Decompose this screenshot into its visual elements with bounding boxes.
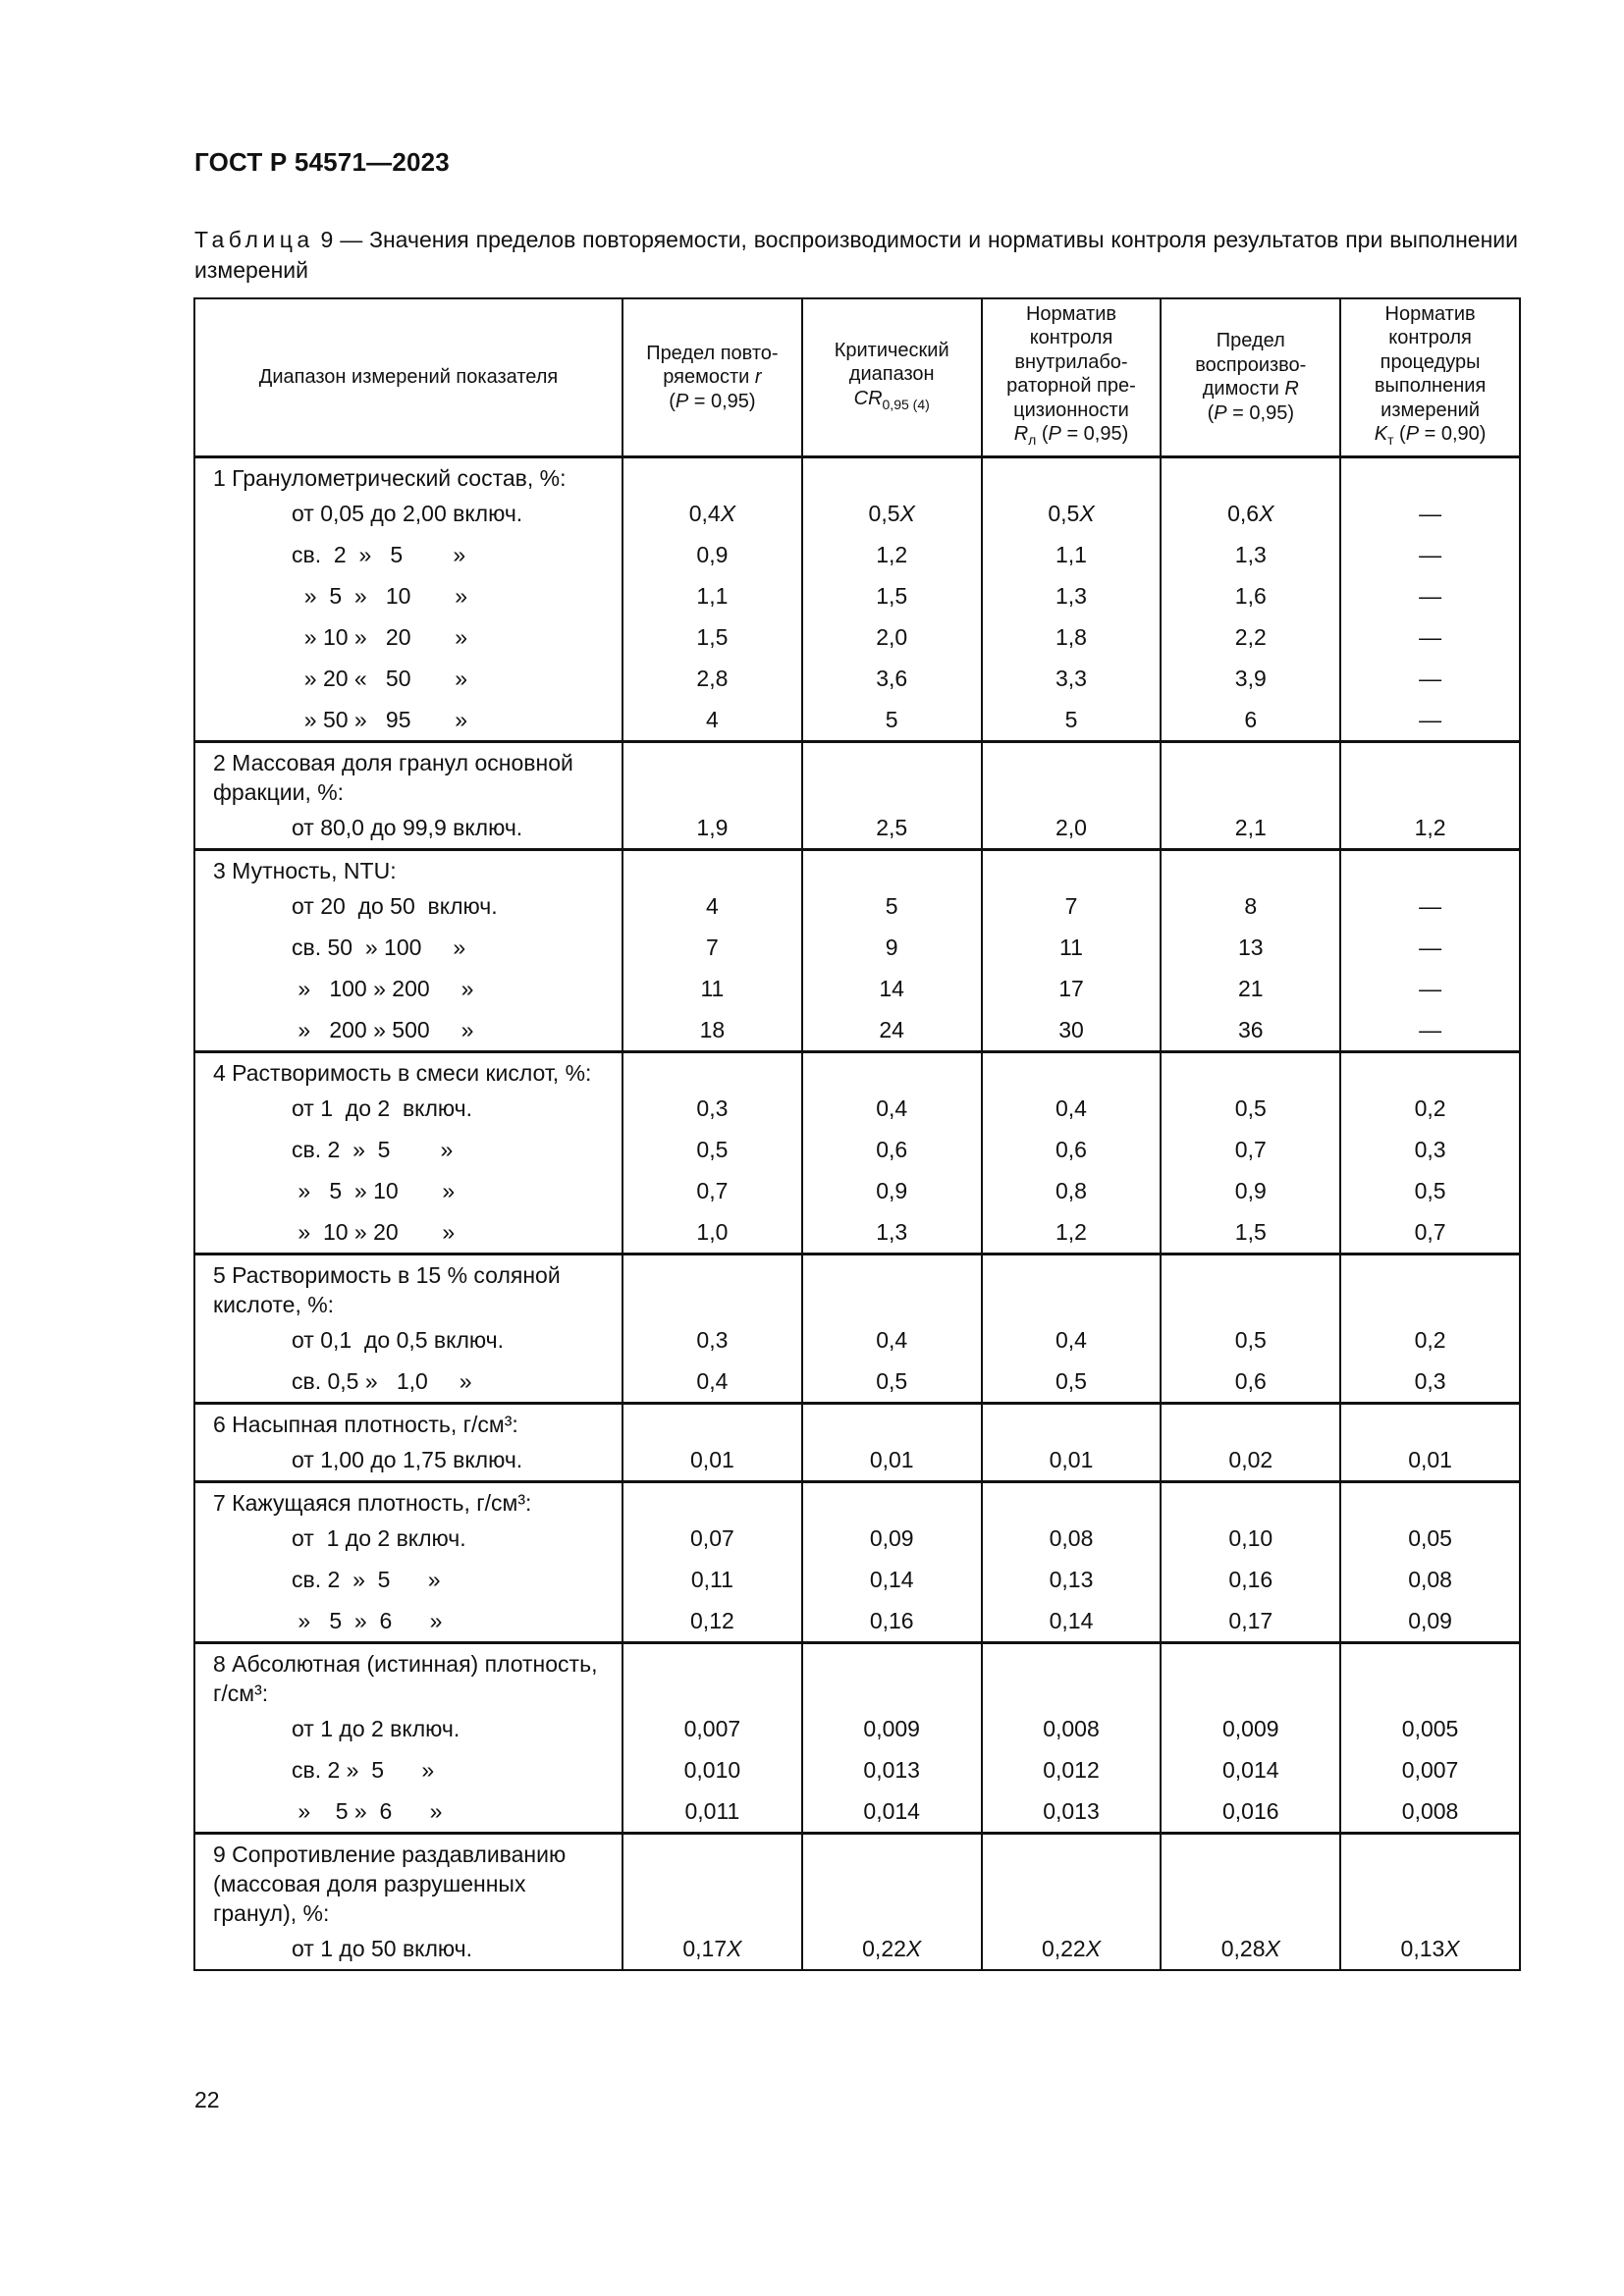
table-row [194, 1600, 1520, 1643]
value-cell: 30 [982, 1009, 1162, 1052]
value-cell: 0,3 [623, 1319, 802, 1361]
empty-cell [1340, 849, 1520, 885]
section-header-row [194, 849, 1520, 885]
range-cell: от 0,05 до 2,00 включ. [194, 493, 623, 534]
section-title: 5 Растворимость в 15 % соляной кислоте, %: [194, 1254, 623, 1319]
empty-cell [1161, 1051, 1340, 1088]
empty-cell [802, 849, 982, 885]
value-cell: 0,08 [1340, 1559, 1520, 1600]
range-cell: св. 2 » 5 » [194, 1129, 623, 1170]
table-row [194, 699, 1520, 742]
table-caption-text: 9 — Значения пределов повторяемости, воспроизводимости и нормативы контроля результатов при выполнении измерений [194, 227, 1518, 283]
table-body [194, 456, 1520, 1970]
empty-cell [982, 1403, 1162, 1439]
value-cell: 1,3 [982, 575, 1162, 616]
value-cell: 0,5X [802, 493, 982, 534]
value-cell: 1,0 [623, 1211, 802, 1255]
empty-cell [1340, 1254, 1520, 1319]
value-cell: 5 [802, 699, 982, 742]
value-cell: 1,1 [623, 575, 802, 616]
empty-cell [1340, 1833, 1520, 1928]
value-cell: 0,4X [623, 493, 802, 534]
range-cell: » 20 « 50 » [194, 658, 623, 699]
section-header-row [194, 1051, 1520, 1088]
value-cell: — [1340, 927, 1520, 968]
table-row [194, 1129, 1520, 1170]
value-cell: 0,014 [1161, 1749, 1340, 1790]
value-cell: 0,5 [802, 1361, 982, 1404]
value-cell: 0,09 [802, 1518, 982, 1559]
value-cell: 0,13X [1340, 1928, 1520, 1970]
value-cell: 18 [623, 1009, 802, 1052]
table-row [194, 1708, 1520, 1749]
empty-cell [1161, 1642, 1340, 1708]
value-cell: 5 [802, 885, 982, 927]
value-cell: 1,5 [1161, 1211, 1340, 1255]
empty-cell [802, 1403, 982, 1439]
table-row [194, 1559, 1520, 1600]
value-cell: 2,8 [623, 658, 802, 699]
value-cell: 0,5 [1161, 1088, 1340, 1129]
value-cell: 0,5 [982, 1361, 1162, 1404]
value-cell: 0,13 [982, 1559, 1162, 1600]
header-critical-range: Критический диапазон $CR_{0,95 (4)}$ [802, 298, 982, 456]
table-row [194, 885, 1520, 927]
value-cell: 0,007 [623, 1708, 802, 1749]
value-cell: 1,5 [623, 616, 802, 658]
value-cell: — [1340, 1009, 1520, 1052]
range-cell: от 1 до 50 включ. [194, 1928, 623, 1970]
range-cell: » 100 » 200 » [194, 968, 623, 1009]
table-row [194, 968, 1520, 1009]
range-cell: от 0,1 до 0,5 включ. [194, 1319, 623, 1361]
section-header-row [194, 1254, 1520, 1319]
value-cell: 0,16 [1161, 1559, 1340, 1600]
value-cell: 0,010 [623, 1749, 802, 1790]
empty-cell [1161, 1833, 1340, 1928]
empty-cell [1340, 1051, 1520, 1088]
value-cell: 0,3 [1340, 1361, 1520, 1404]
table-row [194, 1361, 1520, 1404]
range-cell: » 10 » 20 » [194, 616, 623, 658]
empty-cell [1161, 741, 1340, 807]
value-cell: 0,014 [802, 1790, 982, 1834]
value-cell: 0,01 [802, 1439, 982, 1482]
value-cell: 0,012 [982, 1749, 1162, 1790]
value-cell: — [1340, 885, 1520, 927]
range-cell: » 10 » 20 » [194, 1211, 623, 1255]
table-row [194, 534, 1520, 575]
range-cell: св. 2 » 5 » [194, 1559, 623, 1600]
range-cell: от 1 до 2 включ. [194, 1518, 623, 1559]
value-cell: 7 [982, 885, 1162, 927]
table-row [194, 1088, 1520, 1129]
value-cell: 6 [1161, 699, 1340, 742]
table-label: Таблица [194, 227, 314, 252]
range-cell: » 5 » 6 » [194, 1600, 623, 1643]
value-cell: 0,4 [802, 1319, 982, 1361]
value-cell: 0,14 [982, 1600, 1162, 1643]
value-cell: 8 [1161, 885, 1340, 927]
value-cell: 0,2 [1340, 1319, 1520, 1361]
value-cell: 1,5 [802, 575, 982, 616]
value-cell: 24 [802, 1009, 982, 1052]
value-cell: 0,005 [1340, 1708, 1520, 1749]
value-cell: 0,6 [982, 1129, 1162, 1170]
section-title: 6 Насыпная плотность, г/см³: [194, 1403, 623, 1439]
empty-cell [802, 741, 982, 807]
value-cell: 0,3 [1340, 1129, 1520, 1170]
range-cell: » 5 » 10 » [194, 1170, 623, 1211]
value-cell: 0,9 [623, 534, 802, 575]
value-cell: 0,6 [802, 1129, 982, 1170]
section-title: 7 Кажущаяся плотность, г/см³: [194, 1481, 623, 1518]
empty-cell [982, 456, 1162, 493]
value-cell: 0,6 [1161, 1361, 1340, 1404]
value-cell: 0,016 [1161, 1790, 1340, 1834]
empty-cell [982, 1833, 1162, 1928]
empty-cell [1161, 1403, 1340, 1439]
value-cell: 11 [982, 927, 1162, 968]
value-cell: 0,01 [623, 1439, 802, 1482]
value-cell: 1,2 [802, 534, 982, 575]
value-cell: 0,5 [1161, 1319, 1340, 1361]
value-cell: 0,5 [1340, 1170, 1520, 1211]
value-cell: 0,16 [802, 1600, 982, 1643]
value-cell: 21 [1161, 968, 1340, 1009]
value-cell: — [1340, 534, 1520, 575]
value-cell: 0,5X [982, 493, 1162, 534]
value-cell: 0,22X [982, 1928, 1162, 1970]
section-header-row [194, 1833, 1520, 1928]
value-cell: 0,009 [1161, 1708, 1340, 1749]
value-cell: 3,3 [982, 658, 1162, 699]
empty-cell [1340, 1642, 1520, 1708]
value-cell: 36 [1161, 1009, 1340, 1052]
value-cell: 0,4 [982, 1319, 1162, 1361]
value-cell: 1,3 [802, 1211, 982, 1255]
empty-cell [623, 1051, 802, 1088]
value-cell: 0,009 [802, 1708, 982, 1749]
table-row [194, 575, 1520, 616]
range-cell: » 200 » 500 » [194, 1009, 623, 1052]
value-cell: 13 [1161, 927, 1340, 968]
value-cell: 1,1 [982, 534, 1162, 575]
section-title: 9 Сопротивление раздавливанию (массовая доля разрушенных гранул), %: [194, 1833, 623, 1928]
value-cell: 9 [802, 927, 982, 968]
table-row [194, 658, 1520, 699]
value-cell: 0,9 [1161, 1170, 1340, 1211]
table-row [194, 1749, 1520, 1790]
value-cell: 0,011 [623, 1790, 802, 1834]
value-cell: 5 [982, 699, 1162, 742]
empty-cell [623, 849, 802, 885]
value-cell: — [1340, 658, 1520, 699]
value-cell: 0,8 [982, 1170, 1162, 1211]
empty-cell [1340, 1403, 1520, 1439]
value-cell: 0,28X [1161, 1928, 1340, 1970]
empty-cell [1161, 456, 1340, 493]
empty-cell [982, 1642, 1162, 1708]
value-cell: — [1340, 968, 1520, 1009]
value-cell: 0,22X [802, 1928, 982, 1970]
value-cell: 3,6 [802, 658, 982, 699]
value-cell: 0,007 [1340, 1749, 1520, 1790]
value-cell: 0,2 [1340, 1088, 1520, 1129]
value-cell: 0,12 [623, 1600, 802, 1643]
header-repeatability: Предел повто- ряемости r (P = 0,95) [623, 298, 802, 456]
header-intralab-precision: Норматив контроля внутрилабо- раторной пре- цизионности $R_л$ (P = 0,95) [982, 298, 1162, 456]
empty-cell [623, 1833, 802, 1928]
empty-cell [802, 1481, 982, 1518]
empty-cell [802, 456, 982, 493]
value-cell: 0,4 [623, 1361, 802, 1404]
empty-cell [982, 1051, 1162, 1088]
value-cell: 7 [623, 927, 802, 968]
section-title: 1 Гранулометрический состав, %: [194, 456, 623, 493]
value-cell: — [1340, 575, 1520, 616]
range-cell: от 1,00 до 1,75 включ. [194, 1439, 623, 1482]
value-cell: 0,3 [623, 1088, 802, 1129]
table-row [194, 1009, 1520, 1052]
value-cell: 0,10 [1161, 1518, 1340, 1559]
value-cell: 0,11 [623, 1559, 802, 1600]
empty-cell [982, 849, 1162, 885]
value-cell: 0,7 [623, 1170, 802, 1211]
value-cell: 4 [623, 699, 802, 742]
table-row [194, 1319, 1520, 1361]
table-row [194, 1439, 1520, 1482]
value-cell: 1,9 [623, 807, 802, 850]
section-header-row [194, 741, 1520, 807]
document-header: ГОСТ Р 54571—2023 [194, 147, 450, 177]
value-cell: 0,013 [982, 1790, 1162, 1834]
empty-cell [1340, 1481, 1520, 1518]
value-cell: 0,02 [1161, 1439, 1340, 1482]
value-cell: 2,5 [802, 807, 982, 850]
range-cell: » 5 » 6 » [194, 1790, 623, 1834]
empty-cell [1161, 849, 1340, 885]
empty-cell [982, 1254, 1162, 1319]
range-cell: от 20 до 50 включ. [194, 885, 623, 927]
empty-cell [802, 1833, 982, 1928]
table-row [194, 616, 1520, 658]
value-cell: 0,5 [623, 1129, 802, 1170]
value-cell: 0,4 [802, 1088, 982, 1129]
table-row [194, 1928, 1520, 1970]
value-cell: 0,7 [1340, 1211, 1520, 1255]
value-cell: 0,01 [1340, 1439, 1520, 1482]
empty-cell [1161, 1481, 1340, 1518]
value-cell: 2,1 [1161, 807, 1340, 850]
measurement-limits-table [193, 297, 1521, 1971]
empty-cell [802, 1254, 982, 1319]
value-cell: 0,6X [1161, 493, 1340, 534]
table-header-row [194, 298, 1520, 456]
value-cell: 4 [623, 885, 802, 927]
header-procedure-control: Норматив контроля процедуры выполнения измерений $K_т$ (P = 0,90) [1340, 298, 1520, 456]
value-cell: 0,08 [982, 1518, 1162, 1559]
section-header-row [194, 1403, 1520, 1439]
section-header-row [194, 1481, 1520, 1518]
value-cell: 0,4 [982, 1088, 1162, 1129]
value-cell: 0,008 [982, 1708, 1162, 1749]
value-cell: 0,008 [1340, 1790, 1520, 1834]
value-cell: 2,0 [802, 616, 982, 658]
section-title: 4 Растворимость в смеси кислот, %: [194, 1051, 623, 1088]
value-cell: 1,2 [982, 1211, 1162, 1255]
range-cell: св. 2 » 5 » [194, 534, 623, 575]
value-cell: 0,9 [802, 1170, 982, 1211]
empty-cell [623, 1642, 802, 1708]
empty-cell [982, 1481, 1162, 1518]
section-title: 2 Массовая доля гранул основной фракции, %: [194, 741, 623, 807]
table-row [194, 927, 1520, 968]
value-cell: 0,05 [1340, 1518, 1520, 1559]
value-cell: 17 [982, 968, 1162, 1009]
section-header-row [194, 1642, 1520, 1708]
table-row [194, 1211, 1520, 1255]
value-cell: 11 [623, 968, 802, 1009]
value-cell: 0,07 [623, 1518, 802, 1559]
section-header-row [194, 456, 1520, 493]
table-caption [194, 225, 1518, 286]
value-cell: 0,01 [982, 1439, 1162, 1482]
value-cell: 3,9 [1161, 658, 1340, 699]
value-cell: 2,0 [982, 807, 1162, 850]
empty-cell [982, 741, 1162, 807]
table-row [194, 807, 1520, 850]
header-range: Диапазон измерений показателя [194, 298, 623, 456]
range-cell: от 1 до 2 включ. [194, 1088, 623, 1129]
range-cell: св. 50 » 100 » [194, 927, 623, 968]
value-cell: — [1340, 699, 1520, 742]
table-row [194, 1790, 1520, 1834]
section-title: 3 Мутность, NTU: [194, 849, 623, 885]
range-cell: св. 0,5 » 1,0 » [194, 1361, 623, 1404]
empty-cell [623, 1254, 802, 1319]
value-cell: 1,2 [1340, 807, 1520, 850]
table-row [194, 493, 1520, 534]
empty-cell [802, 1051, 982, 1088]
page-number: 22 [194, 2087, 220, 2112]
empty-cell [1340, 741, 1520, 807]
empty-cell [623, 456, 802, 493]
value-cell: 0,013 [802, 1749, 982, 1790]
empty-cell [1340, 456, 1520, 493]
value-cell: 0,09 [1340, 1600, 1520, 1643]
table-row [194, 1518, 1520, 1559]
range-cell: » 5 » 10 » [194, 575, 623, 616]
value-cell: 0,7 [1161, 1129, 1340, 1170]
empty-cell [623, 1481, 802, 1518]
section-title: 8 Абсолютная (истинная) плотность, г/см³: [194, 1642, 623, 1708]
range-cell: св. 2 » 5 » [194, 1749, 623, 1790]
value-cell: — [1340, 616, 1520, 658]
table-row [194, 1170, 1520, 1211]
value-cell: 1,6 [1161, 575, 1340, 616]
empty-cell [623, 741, 802, 807]
value-cell: 1,8 [982, 616, 1162, 658]
value-cell: — [1340, 493, 1520, 534]
value-cell: 0,17 [1161, 1600, 1340, 1643]
range-cell: от 80,0 до 99,9 включ. [194, 807, 623, 850]
value-cell: 0,14 [802, 1559, 982, 1600]
empty-cell [802, 1642, 982, 1708]
range-cell: » 50 » 95 » [194, 699, 623, 742]
value-cell: 14 [802, 968, 982, 1009]
range-cell: от 1 до 2 включ. [194, 1708, 623, 1749]
header-reproducibility: Предел воспроизво- димости R (P = 0,95) [1161, 298, 1340, 456]
empty-cell [623, 1403, 802, 1439]
value-cell: 1,3 [1161, 534, 1340, 575]
empty-cell [1161, 1254, 1340, 1319]
value-cell: 0,17X [623, 1928, 802, 1970]
value-cell: 2,2 [1161, 616, 1340, 658]
